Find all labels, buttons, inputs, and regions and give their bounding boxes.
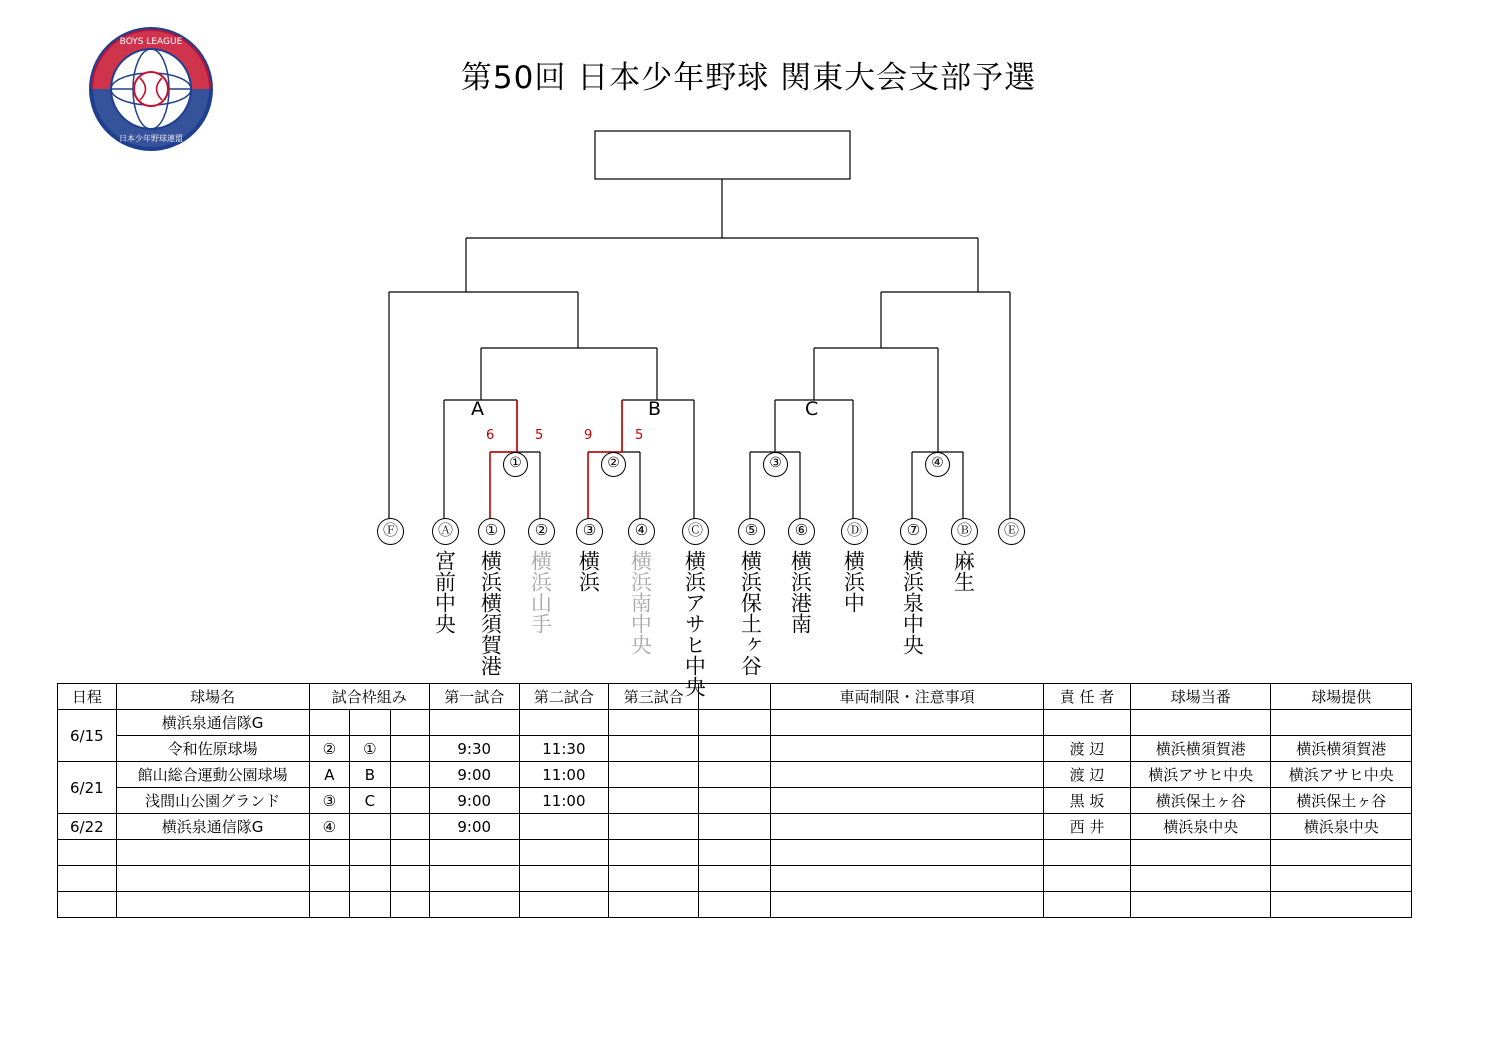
cell-date: 6/22: [58, 814, 117, 840]
cell-slot1: ③: [309, 788, 350, 814]
seed-11: ⑦: [900, 518, 927, 545]
cell-ground: [116, 866, 309, 892]
cell-duty: [1131, 866, 1271, 892]
cell-slot1: [309, 710, 350, 736]
team-name-2: 横浜横須賀港: [478, 550, 503, 676]
team-name-11: 麻生: [951, 550, 976, 592]
cell-responsible: 渡 辺: [1043, 736, 1130, 762]
cell-ground: 横浜泉通信隊G: [116, 814, 309, 840]
cell-game3: [609, 866, 699, 892]
cell-game1: 9:30: [429, 736, 519, 762]
seed-3: ①: [478, 518, 505, 545]
cell-date: 6/21: [58, 762, 117, 814]
seed-10: Ⓓ: [841, 518, 868, 545]
cell-provider: 横浜泉中央: [1271, 814, 1412, 840]
cell-game1: [429, 892, 519, 918]
cell-responsible: [1043, 710, 1130, 736]
cell-game1: [429, 710, 519, 736]
team-name-6: 横浜アサヒ中央: [682, 550, 707, 697]
cell-duty: 横浜アサヒ中央: [1131, 762, 1271, 788]
cell-blank: [698, 736, 770, 762]
team-name-4: 横浜: [576, 550, 601, 592]
cell-slot2: [350, 710, 391, 736]
cell-slot1: ④: [309, 814, 350, 840]
table-row: [58, 892, 1412, 918]
cell-provider: [1271, 892, 1412, 918]
cell-ground: 横浜泉通信隊G: [116, 710, 309, 736]
header-provider: 球場提供: [1271, 684, 1412, 710]
svg-text:BOYS LEAGUE: BOYS LEAGUE: [119, 37, 183, 47]
cell-game2: [519, 814, 609, 840]
header-responsible: 責 任 者: [1043, 684, 1130, 710]
cell-game1: 9:00: [429, 762, 519, 788]
cell-blank: [698, 788, 770, 814]
cell-blank: [698, 892, 770, 918]
cell-slot2: [350, 840, 391, 866]
group-label-b: B: [648, 398, 662, 420]
cell-blank: [698, 710, 770, 736]
seed-4: ②: [528, 518, 555, 545]
cell-slot3: [390, 892, 429, 918]
cell-duty: 横浜保土ヶ谷: [1131, 788, 1271, 814]
cell-slot2: [350, 866, 391, 892]
group-label-a: A: [471, 398, 484, 420]
team-name-9: 横浜中: [841, 550, 866, 613]
cell-provider: [1271, 866, 1412, 892]
table-row: [58, 840, 1412, 866]
cell-duty: [1131, 840, 1271, 866]
table-row: [58, 866, 1412, 892]
header-blank: [698, 684, 770, 710]
cell-slot1: [309, 892, 350, 918]
cell-note: [771, 814, 1044, 840]
cell-game3: [609, 762, 699, 788]
cell-game2: [519, 892, 609, 918]
match-number-3: ③: [763, 452, 788, 477]
cell-game2: 11:00: [519, 762, 609, 788]
header-game2: 第二試合: [519, 684, 609, 710]
cell-game1: [429, 866, 519, 892]
header-slots: 試合枠組み: [309, 684, 429, 710]
match-number-1: ①: [503, 452, 528, 477]
cell-game2: 11:00: [519, 788, 609, 814]
cell-duty: [1131, 892, 1271, 918]
cell-slot3: [390, 788, 429, 814]
cell-ground: [116, 840, 309, 866]
header-game1: 第一試合: [429, 684, 519, 710]
cell-game3: [609, 710, 699, 736]
cell-slot1: [309, 840, 350, 866]
cell-game3: [609, 892, 699, 918]
cell-ground: 令和佐原球場: [116, 736, 309, 762]
cell-date: 6/15: [58, 710, 117, 762]
cell-game1: [429, 840, 519, 866]
seed-2: Ⓐ: [432, 518, 459, 545]
cell-slot2: [350, 892, 391, 918]
cell-responsible: 西 井: [1043, 814, 1130, 840]
cell-duty: 横浜横須賀港: [1131, 736, 1271, 762]
cell-note: [771, 762, 1044, 788]
cell-note: [771, 788, 1044, 814]
header-notes: 車両制限・注意事項: [771, 684, 1044, 710]
group-label-c: C: [805, 398, 819, 420]
cell-ground: 浅間山公園グランド: [116, 788, 309, 814]
cell-provider: [1271, 710, 1412, 736]
cell-game3: [609, 840, 699, 866]
cell-slot3: [390, 866, 429, 892]
table-header-row: [58, 684, 1412, 710]
cell-slot3: [390, 736, 429, 762]
header-duty: 球場当番: [1131, 684, 1271, 710]
cell-slot2: B: [350, 762, 391, 788]
cell-note: [771, 840, 1044, 866]
cell-provider: 横浜アサヒ中央: [1271, 762, 1412, 788]
cell-game2: [519, 840, 609, 866]
page-title: 第50回 日本少年野球 関東大会支部予選: [460, 60, 1037, 96]
cell-game2: [519, 710, 609, 736]
seed-12: Ⓑ: [951, 518, 978, 545]
table-row: [58, 710, 1412, 736]
cell-responsible: 渡 辺: [1043, 762, 1130, 788]
header-date: 日程: [58, 684, 117, 710]
cell-slot1: A: [309, 762, 350, 788]
team-name-1: 宮前中央: [432, 550, 457, 634]
cell-game3: [609, 736, 699, 762]
cell-game2: [519, 866, 609, 892]
cell-game3: [609, 814, 699, 840]
cell-blank: [698, 762, 770, 788]
table-row: [58, 814, 1412, 840]
cell-slot2: C: [350, 788, 391, 814]
score-match2-left: 9: [584, 428, 593, 443]
cell-slot3: [390, 762, 429, 788]
cell-slot3: [390, 710, 429, 736]
seed-8: ⑤: [738, 518, 765, 545]
cell-note: [771, 892, 1044, 918]
header-game3: 第三試合: [609, 684, 699, 710]
cell-provider: 横浜保土ヶ谷: [1271, 788, 1412, 814]
seed-13: Ⓔ: [998, 518, 1025, 545]
schedule-table: [57, 683, 1412, 918]
cell-note: [771, 866, 1044, 892]
cell-game2: 11:30: [519, 736, 609, 762]
cell-responsible: 黒 坂: [1043, 788, 1130, 814]
cell-duty: [1131, 710, 1271, 736]
cell-duty: 横浜泉中央: [1131, 814, 1271, 840]
cell-blank: [698, 866, 770, 892]
cell-date: [58, 892, 117, 918]
match-number-4: ④: [925, 452, 950, 477]
score-match1-left: 6: [486, 428, 495, 443]
seed-6: ④: [628, 518, 655, 545]
cell-slot1: ②: [309, 736, 350, 762]
cell-slot2: ①: [350, 736, 391, 762]
cell-game3: [609, 788, 699, 814]
cell-responsible: [1043, 892, 1130, 918]
score-match1-right: 5: [535, 428, 544, 443]
table-row: [58, 788, 1412, 814]
cell-date: [58, 866, 117, 892]
cell-provider: [1271, 840, 1412, 866]
cell-provider: 横浜横須賀港: [1271, 736, 1412, 762]
svg-text:日本少年野球連盟: 日本少年野球連盟: [119, 134, 183, 143]
cell-game1: 9:00: [429, 814, 519, 840]
seed-5: ③: [576, 518, 603, 545]
header-ground: 球場名: [116, 684, 309, 710]
cell-game1: 9:00: [429, 788, 519, 814]
cell-date: [58, 840, 117, 866]
cell-slot2: [350, 814, 391, 840]
cell-responsible: [1043, 840, 1130, 866]
match-number-2: ②: [601, 452, 626, 477]
cell-note: [771, 710, 1044, 736]
cell-slot1: [309, 866, 350, 892]
team-name-7: 横浜保土ヶ谷: [738, 550, 763, 676]
seed-9: ⑥: [788, 518, 815, 545]
schedule-table-wrapper: [57, 683, 1412, 918]
seed-7: Ⓒ: [682, 518, 709, 545]
cell-ground: [116, 892, 309, 918]
cell-responsible: [1043, 866, 1130, 892]
team-name-3: 横浜山手: [528, 550, 553, 634]
cell-blank: [698, 814, 770, 840]
seed-1: Ⓕ: [377, 518, 404, 545]
team-name-5: 横浜南中央: [628, 550, 653, 655]
cell-blank: [698, 840, 770, 866]
team-name-10: 横浜泉中央: [900, 550, 925, 655]
score-match2-right: 5: [635, 428, 644, 443]
cell-note: [771, 736, 1044, 762]
table-row: [58, 736, 1412, 762]
table-row: [58, 762, 1412, 788]
cell-slot3: [390, 814, 429, 840]
team-name-8: 横浜港南: [788, 550, 813, 634]
cell-slot3: [390, 840, 429, 866]
cell-ground: 館山総合運動公園球場: [116, 762, 309, 788]
